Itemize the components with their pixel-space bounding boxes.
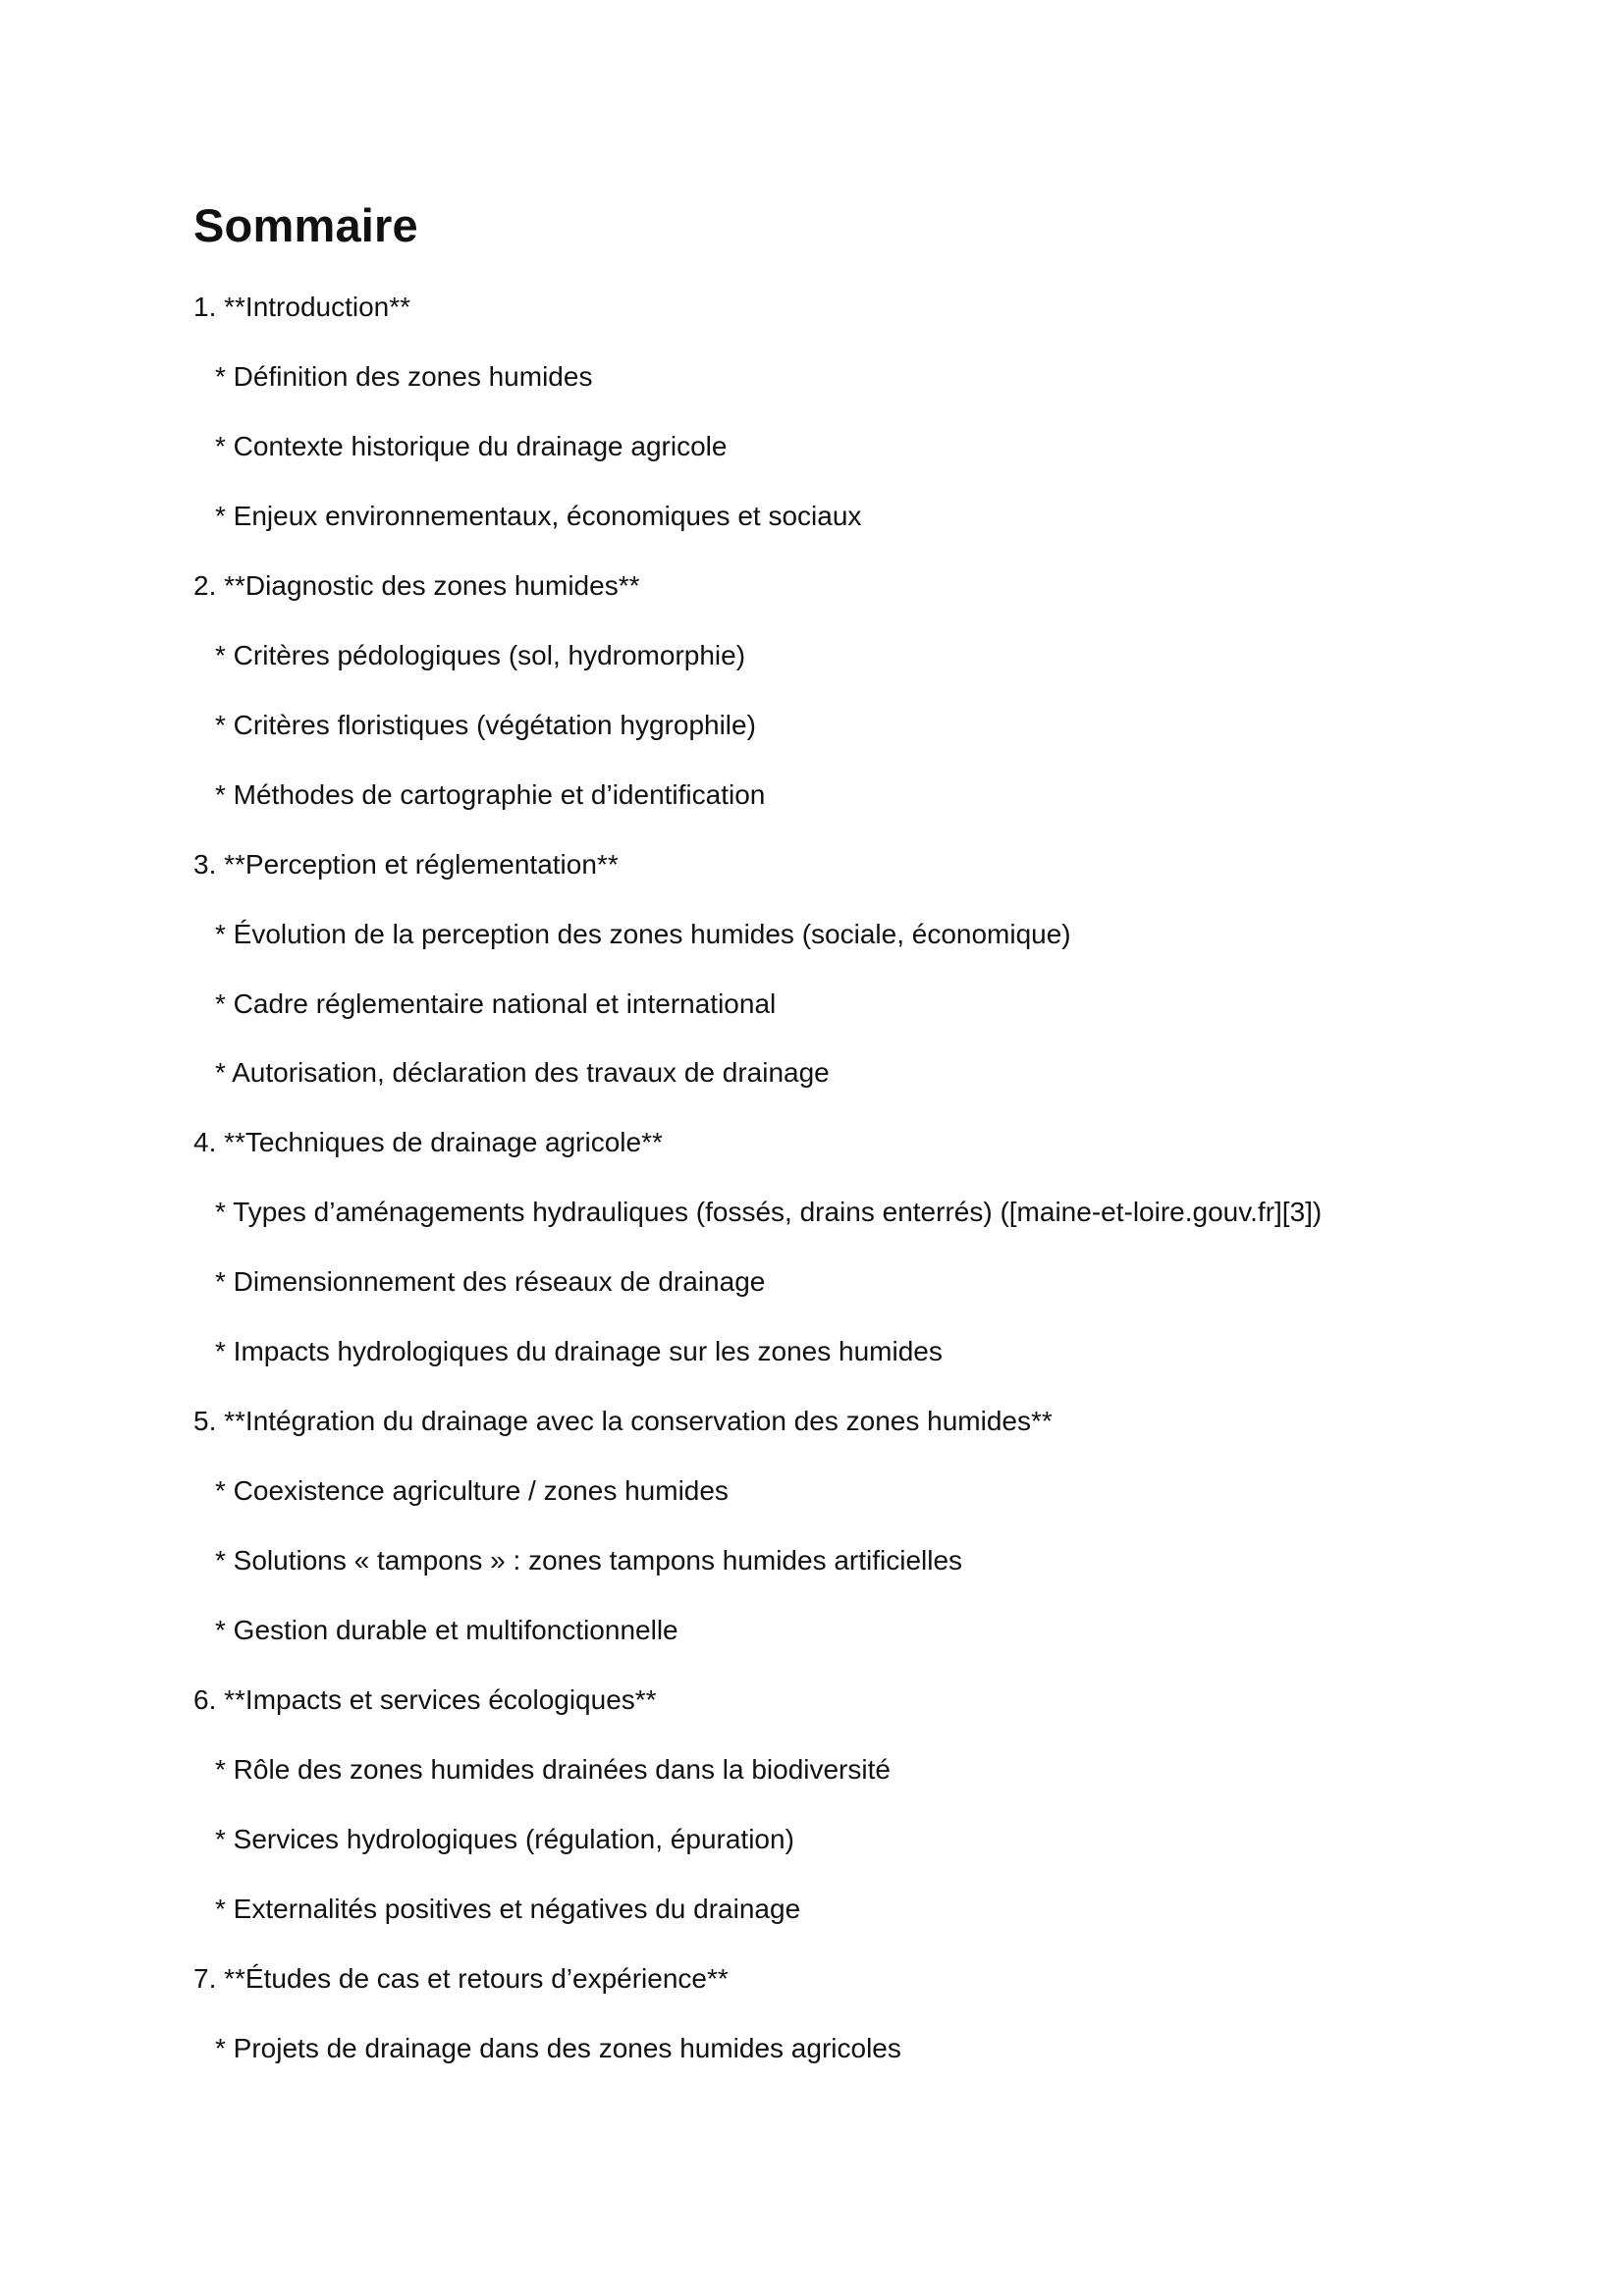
toc-subitem: * Projets de drainage dans des zones humides agricoles <box>215 2033 901 2063</box>
toc-subitem: * Dimensionnement des réseaux de drainage <box>215 1266 766 1297</box>
toc-subitem: * Définition des zones humides <box>215 361 593 392</box>
toc-subitem: * Solutions « tampons » : zones tampons humides artificielles <box>215 1545 963 1575</box>
toc-subitem: * Contexte historique du drainage agricole <box>215 431 728 461</box>
toc-subitem: * Cadre réglementaire national et international <box>215 988 777 1019</box>
toc-section-heading: 2. **Diagnostic des zones humides** <box>193 570 640 601</box>
toc-subitem: * Enjeux environnementaux, économiques et sociaux <box>215 501 862 531</box>
toc-subitem: * Gestion durable et multifonctionnelle <box>215 1615 678 1645</box>
page-title: Sommaire <box>193 199 418 251</box>
toc-subitem: * Autorisation, déclaration des travaux de drainage <box>215 1057 830 1088</box>
toc-section-heading: 6. **Impacts et services écologiques** <box>193 1684 657 1715</box>
toc-subitem: * Méthodes de cartographie et d’identification <box>215 779 766 810</box>
toc-section-heading: 3. **Perception et réglementation** <box>193 849 619 880</box>
toc-subitem: * Rôle des zones humides drainées dans la biodiversité <box>215 1754 891 1785</box>
toc-subitem: * Coexistence agriculture / zones humides <box>215 1475 729 1506</box>
toc-subitem: * Types d’aménagements hydrauliques (fossés, drains enterrés) ([maine-et-loire.gouv.fr][3]) <box>215 1197 1323 1227</box>
toc-subitem: * Externalités positives et négatives du drainage <box>215 1894 801 1924</box>
toc-section-heading: 7. **Études de cas et retours d’expérience** <box>193 1963 729 1994</box>
toc-section-heading: 1. **Introduction** <box>193 292 411 322</box>
toc-section-heading: 5. **Intégration du drainage avec la conservation des zones humides** <box>193 1406 1053 1436</box>
toc-subitem: * Critères pédologiques (sol, hydromorphie) <box>215 640 746 670</box>
toc-subitem: * Critères floristiques (végétation hygrophile) <box>215 710 756 740</box>
toc-subitem: * Évolution de la perception des zones humides (sociale, économique) <box>215 919 1071 949</box>
toc-section-heading: 4. **Techniques de drainage agricole** <box>193 1127 663 1157</box>
toc-subitem: * Impacts hydrologiques du drainage sur les zones humides <box>215 1336 943 1366</box>
toc-subitem: * Services hydrologiques (régulation, épuration) <box>215 1824 794 1854</box>
